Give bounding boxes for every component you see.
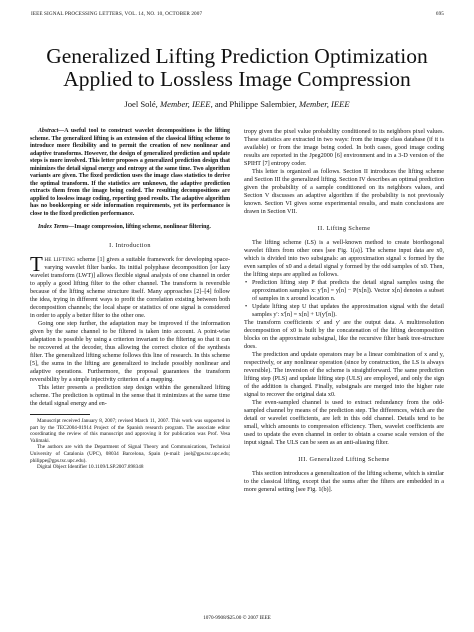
intro-text-1: scheme [1] gives a suitable framework for developing space-varying wavelet filter banks. Its initial polyphase decomposition [or lazy wavelet transform (LWT)] allows flexible signal analysis of one channel in order to apply a good lifting filter to the other channel. The transform is reversible because of the lifting scheme structure itself. Many approaches [2]–[4] follow the idea, trying in different ways to profit the correlation existing between both decomposition channels; the local shape or statistics of one signal is considered in order to apply a better filter to the other one. <box>30 257 230 320</box>
journal-name: IEEE SIGNAL PROCESSING LETTERS, VOL. 14, NO. 10, OCTOBER 2007 <box>31 11 203 17</box>
footnote-rule <box>30 414 90 415</box>
list-item-update-step: • Update lifting step U that updates the approximation signal with the detail samples y': x'[n] = x[n] + U(y'[n]). <box>244 303 444 319</box>
intro-continued-paragraph: tropy given the pixel value probability conditioned to its neighbors pixel values. These statistics are extracted in two ways: from the image class database (if it is available) or from the image being coded. In both cases, good image coding results are reported in the Jpeg2000 [6] environment and in a 3-D version of the SPIHT [7] entropy coder. <box>244 129 444 167</box>
page-number: 695 <box>435 11 444 17</box>
section-heading-generalized-lifting: III. Generalized Lifting Scheme <box>298 456 390 463</box>
section-heading-lifting-scheme: II. Lifting Scheme <box>317 225 371 232</box>
abstract-text: A useful tool to construct wavelet decompositions is the lifting scheme. The generalized lifting is an extension of the classical lifting scheme to introduce more flexibility and to permit the creation of new nonlinear and adaptive transforms. However, the design of generalized prediction and update steps is more involved. This letter proposes a generalized prediction design that minimizes the detail signal energy and entropy at the same time. Two algorithm variants are given. The fixed prediction uses the image class statistics to derive the optimal transform. If the statistics are unknown, the adaptive prediction extracts them from the image being coded. The resulting decompositions are applied to lossless image coding, reporting good results. The adaptive algorithm has no bookkeeping or side information requirements, yet its performance is close to the fixed prediction performance. <box>30 128 230 218</box>
author-affiliation-1: Member, IEEE <box>159 99 211 109</box>
paper-title-line-1: Generalized Lifting Prediction Optimization <box>46 44 428 68</box>
footnotes <box>30 418 230 471</box>
footnote-doi: Digital Object Identifier 10.1109/LSP.2007.898348 <box>37 464 144 471</box>
section-heading-introduction: I. Introduction <box>109 242 151 250</box>
author-names-1: Joel Solé, <box>124 99 160 109</box>
organization-paragraph: This letter is organized as follows. Section II introduces the lifting scheme and Section III the generalized lifting. Section IV describes an optimal prediction given the probability of a sample conditioned on its neighbors values, and Section V discusses an adaptive algorithm if the probability is not previously known. Section VI gives some experimental results, and main conclusions are drawn in Section VII. <box>244 169 444 215</box>
lifting-paragraph-4: The even-sampled channel is used to extract redundancy from the odd-sampled channel by means of the prediction step. The differences, which are the detail or wavelet coefficients, are left in this odd channel. Details tend to be small, which amounts to compression efficiency. Then, wavelet coefficients are used to update the even channel in order to obtain a coarse scale version of the input signal. The ULS can be seen as an anti-aliasing filter. <box>244 400 444 446</box>
author-affiliation-2: Member, IEEE <box>299 99 350 109</box>
footnote-manuscript: Manuscript received January 8, 2007; revised March 11, 2007. This work was supported in part by the TEC2004-01914 Project of the Spanish research program. The associate editor coordinating the review of this manuscript and approving it for publication was Prof. Vesa Valimaki. <box>30 418 230 444</box>
list-item-prediction-step: • Prediction lifting step P that predicts the detail signal samples using the approximation samples x: y'[n] = y[n] − P(x[n]). Vector x[n] denotes a subset of samples in x around location n. <box>244 279 444 303</box>
lifting-paragraph-1: The lifting scheme (LS) is a well-known method to create biorthogonal wavelet filters from other ones [see Fig. 1(a)]. The scheme input data are x0, which is divided into two subsignals: an approximation signal x formed by the even samples of x0 and a detail signal y formed by the odd samples of x0. Then, the lifting steps are applied as follows. <box>244 240 444 278</box>
index-terms-lead: Index Terms— <box>38 223 75 230</box>
index-terms <box>30 224 230 232</box>
index-terms-text: Image compression, lifting scheme, nonlinear filtering. <box>74 223 211 230</box>
right-column <box>244 128 444 494</box>
generalized-lifting-paragraph: This section introduces a generalization of the lifting scheme, which is similar to the classical lifting, except that the sums after the filters are embedded in a more general setting [see Fig. 1(b)]. <box>244 471 445 493</box>
paper-title-line-2: Applied to Lossless Image Compression <box>63 67 411 91</box>
copyright-footer: 1070-9908/$25.00 © 2007 IEEE <box>203 615 271 621</box>
author-list <box>30 99 444 109</box>
footnote-authors: The authors are with the Department of Signal Theory and Communications, Technical University of Catalonia (UPC), 08034 Barcelona, Spain (e-mail: joel@gps.tsc.upc.edu; philippe@gps.tsc.upc.edu). <box>30 444 230 464</box>
left-column <box>30 128 230 471</box>
lifting-steps-list <box>244 279 444 319</box>
intro-paragraph-3: This letter presents a prediction step design within the generalized lifting scheme. The prediction is optimal in the sense that it minimizes at the same time the detail signal energy and en- <box>30 385 230 408</box>
lifting-paragraph-2: The transform coefficients x' and y' are the output data. A multiresolution decomposition of x0 is built by the concatenation of the lifting decomposition blocks on the approximate subsignal, like the recursive filter bank tree-structure does. <box>244 320 444 350</box>
lifting-paragraph-3: The prediction and update operators may be a linear combination of x and y, respectively, or any nonlinear operation (since by construction, the LS is always reversible). The inversion of the scheme is straightforward. The same prediction lifting step (PLS) and update lifting step (ULS) are employed, and only the sign of the addition is changed. Finally, subsignals are merged into the higher rate signal to recover the original data x0. <box>244 352 444 398</box>
author-names-2: , and Philippe Salembier, <box>210 99 300 109</box>
intro-paragraph-1 <box>30 252 230 320</box>
intro-smallcaps: HE LIFTING <box>44 257 76 264</box>
abstract <box>30 128 230 219</box>
drop-cap: T <box>30 252 43 277</box>
running-header <box>31 11 444 20</box>
intro-paragraph-2: Going one step further, the adaptation may be improved if the information given by the same channel to be filtered is taken into account. A point-wise adaptation is possible by using a criterion invariant to the filtering so that it can be recovered at the decoder, thus allowing the correct choice of the synthesis filter. The generalized lifting scheme follows this line of research. In this scheme [5], the sums in the lifting are generalized to include possibly nonlinear and adaptive operations. Furthermore, the proposal guarantees the transform reversibility by a simple injectivity criterion of a mapping. <box>30 321 230 384</box>
abstract-lead: Abstract— <box>38 128 65 134</box>
